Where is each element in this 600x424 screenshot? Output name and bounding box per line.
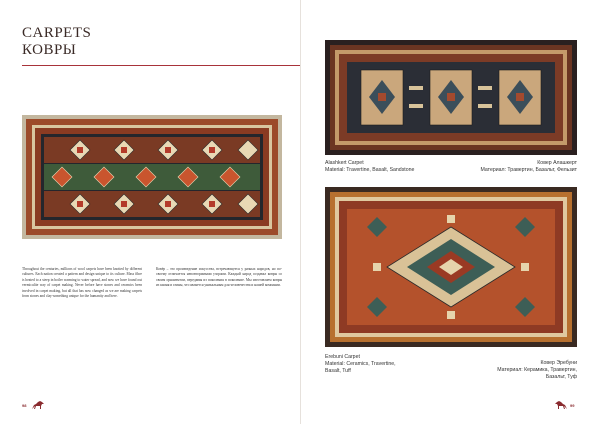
caption-alashkert-en — [325, 160, 414, 174]
intro-text-english: Throughout the centuries, millions of wool carpets have been knotted by different cultures. Each nation created a pattern and design unique to its culture. Mass fibre is heated to a steep in boiler warming to water spread, and now we have found out vermiculite way of carpet making. Never before have stones and ceramics been involved in carpet making, but all that has now changed as we are making carpets from stones and clay-something unique for the humanity and here. — [22, 267, 142, 299]
title-english: CARPETS — [22, 25, 92, 41]
page-number-left: 98 — [22, 403, 27, 408]
caption-erebuni-ru — [497, 360, 577, 381]
caption-line: Material: Travertine, Basalt, Sandstone — [325, 167, 415, 173]
caption-line: Ковер Эребуни — [540, 360, 577, 366]
caption-line: Erebuni Carpet — [325, 354, 360, 360]
caption-line: Материал: Травертин, Базальт, Фельзит — [480, 167, 577, 173]
caption-line: Ковер Алашкерт — [537, 160, 577, 166]
page-title — [22, 25, 91, 59]
caption-erebuni-en — [325, 354, 396, 375]
carpet-mosaic-left — [22, 115, 282, 239]
page-number-right: 99 — [570, 403, 575, 408]
alashkert-carpet-mosaic — [325, 40, 577, 155]
caption-line: Material: Ceramics, Travertine, — [325, 361, 396, 367]
horse-logo-icon — [554, 397, 568, 407]
caption-line: Alashkert Carpet — [325, 160, 364, 166]
intro-text-russian: Ковёр – это произведение искусства, встречающееся у разных народов, но по-своему отличается неповторимыми узорами. Каждый народ создавал ковры со своим орнаментом, передавая из поколения в поколение. Мы изготовляем ковры из камня и глины, что является уникальным для человечества и нашей компании. — [156, 267, 282, 288]
title-russian: КОВРЫ — [22, 42, 77, 58]
caption-line: Материал: Керамика, Травертин, — [497, 367, 577, 373]
erebuni-carpet-mosaic — [325, 187, 577, 347]
horse-logo-icon — [31, 397, 45, 407]
caption-line: Basalt, Tuff — [325, 368, 351, 374]
page-spine — [300, 0, 301, 424]
caption-alashkert-ru — [481, 160, 578, 174]
caption-line: Базальт, Туф — [545, 374, 577, 380]
title-divider — [22, 65, 300, 66]
